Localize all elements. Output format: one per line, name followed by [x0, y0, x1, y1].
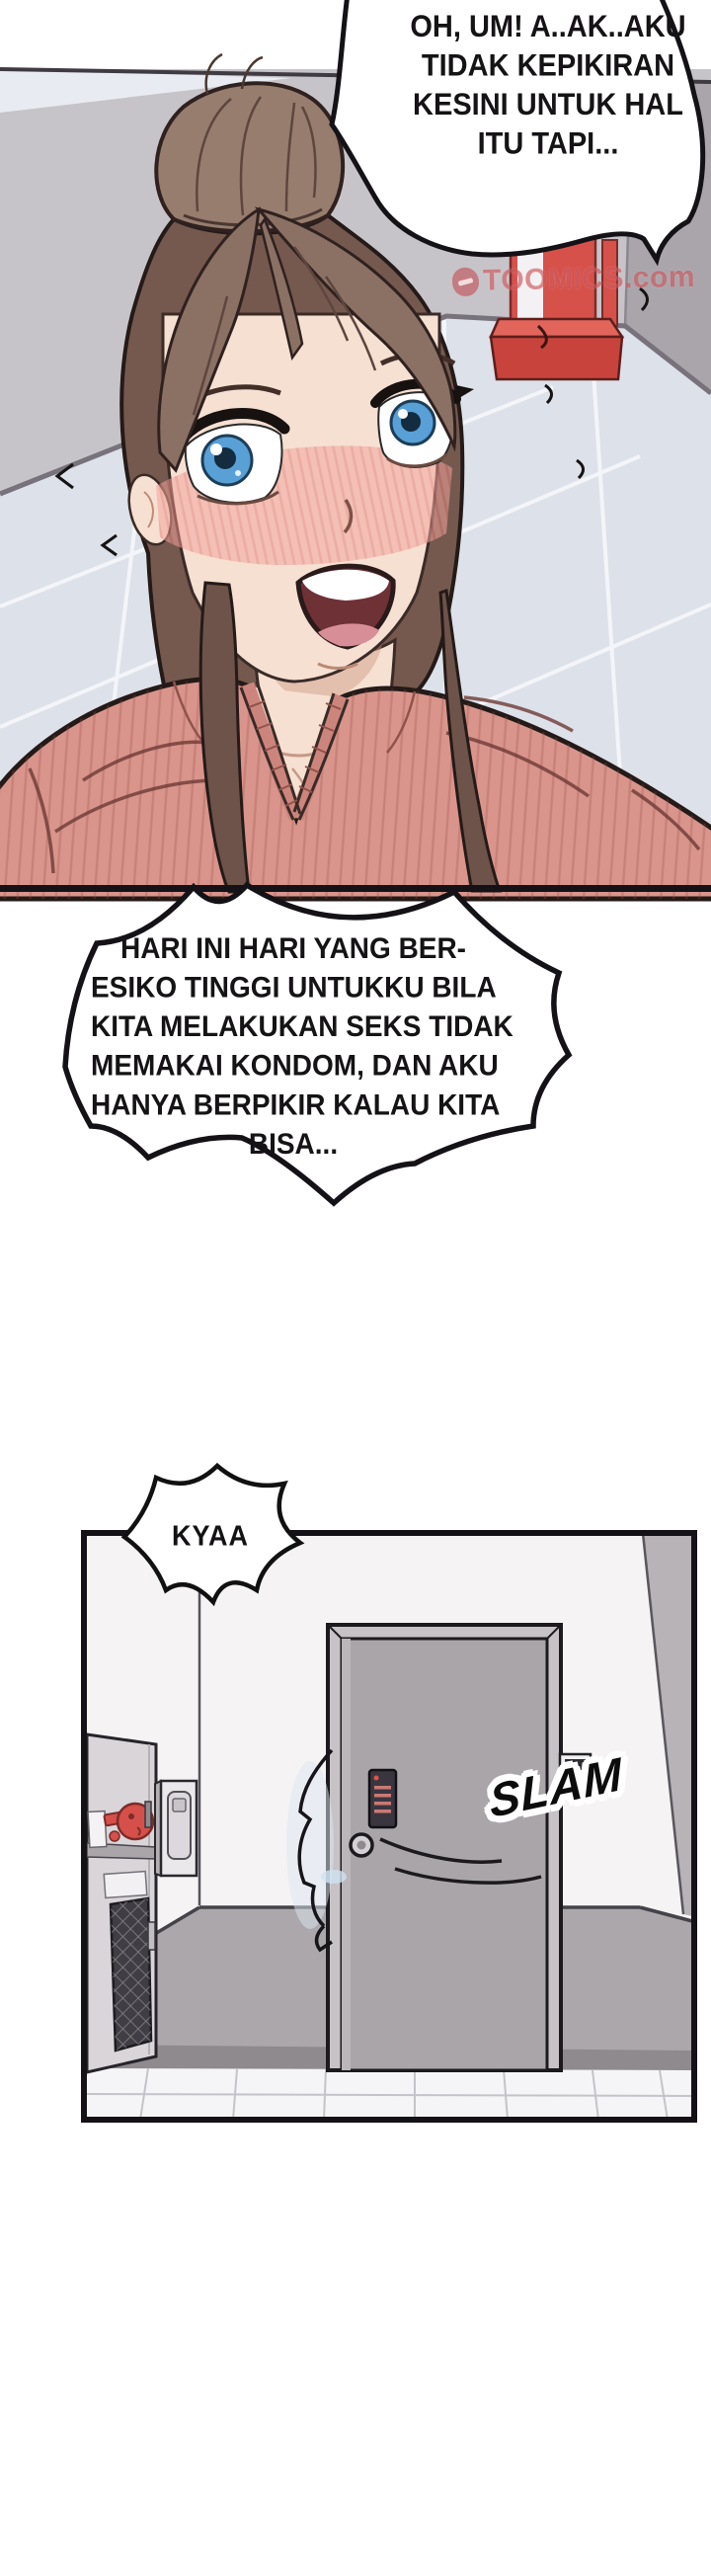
- speech-line: ESIKO TINGGI UNTUKKU BILA: [91, 970, 497, 1004]
- speech-line: ITU TAPI...: [477, 126, 619, 162]
- sfx-kyaa-text: KYAA: [171, 1520, 250, 1552]
- door-slab: [342, 1639, 547, 2070]
- panel-2: [84, 1533, 694, 2120]
- speech-line: BISA...: [248, 1127, 339, 1161]
- speech-line: MEMAKAI KONDOM, DAN AKU: [91, 1048, 499, 1083]
- speech-line: OH, UM! A..AK..AKU: [410, 10, 686, 44]
- handle: [148, 1922, 155, 1950]
- speech-line: TIDAK KEPIKIRAN: [421, 48, 675, 83]
- door-keypad: [369, 1770, 396, 1827]
- door: [328, 1625, 561, 2070]
- fire-extinguisher-stand: [491, 237, 622, 379]
- sfx-slam-text: SLAM: [488, 1746, 625, 1828]
- speech-line: KESINI UNTUK HAL: [413, 88, 683, 122]
- red-button: [110, 1831, 119, 1841]
- toomics-watermark: [452, 261, 696, 298]
- thought-bubble-text: [91, 928, 514, 1164]
- speech-line: HARI INI HARI YANG BER-: [119, 931, 467, 965]
- speech-line: HANYA BERPIKIR KALAU KITA: [91, 1087, 501, 1121]
- panel1-bottom-border: [0, 885, 711, 892]
- toomics-logo-icon: [452, 267, 480, 295]
- wall-call-box: [155, 1781, 197, 1876]
- fire-alarm-cabinet: [87, 1734, 156, 2072]
- watermark-text: TOOMICS.com: [482, 260, 696, 297]
- speech-line: KITA MELAKUKAN SEKS TIDAK: [91, 1009, 514, 1043]
- speech-bubble-text: [385, 8, 711, 164]
